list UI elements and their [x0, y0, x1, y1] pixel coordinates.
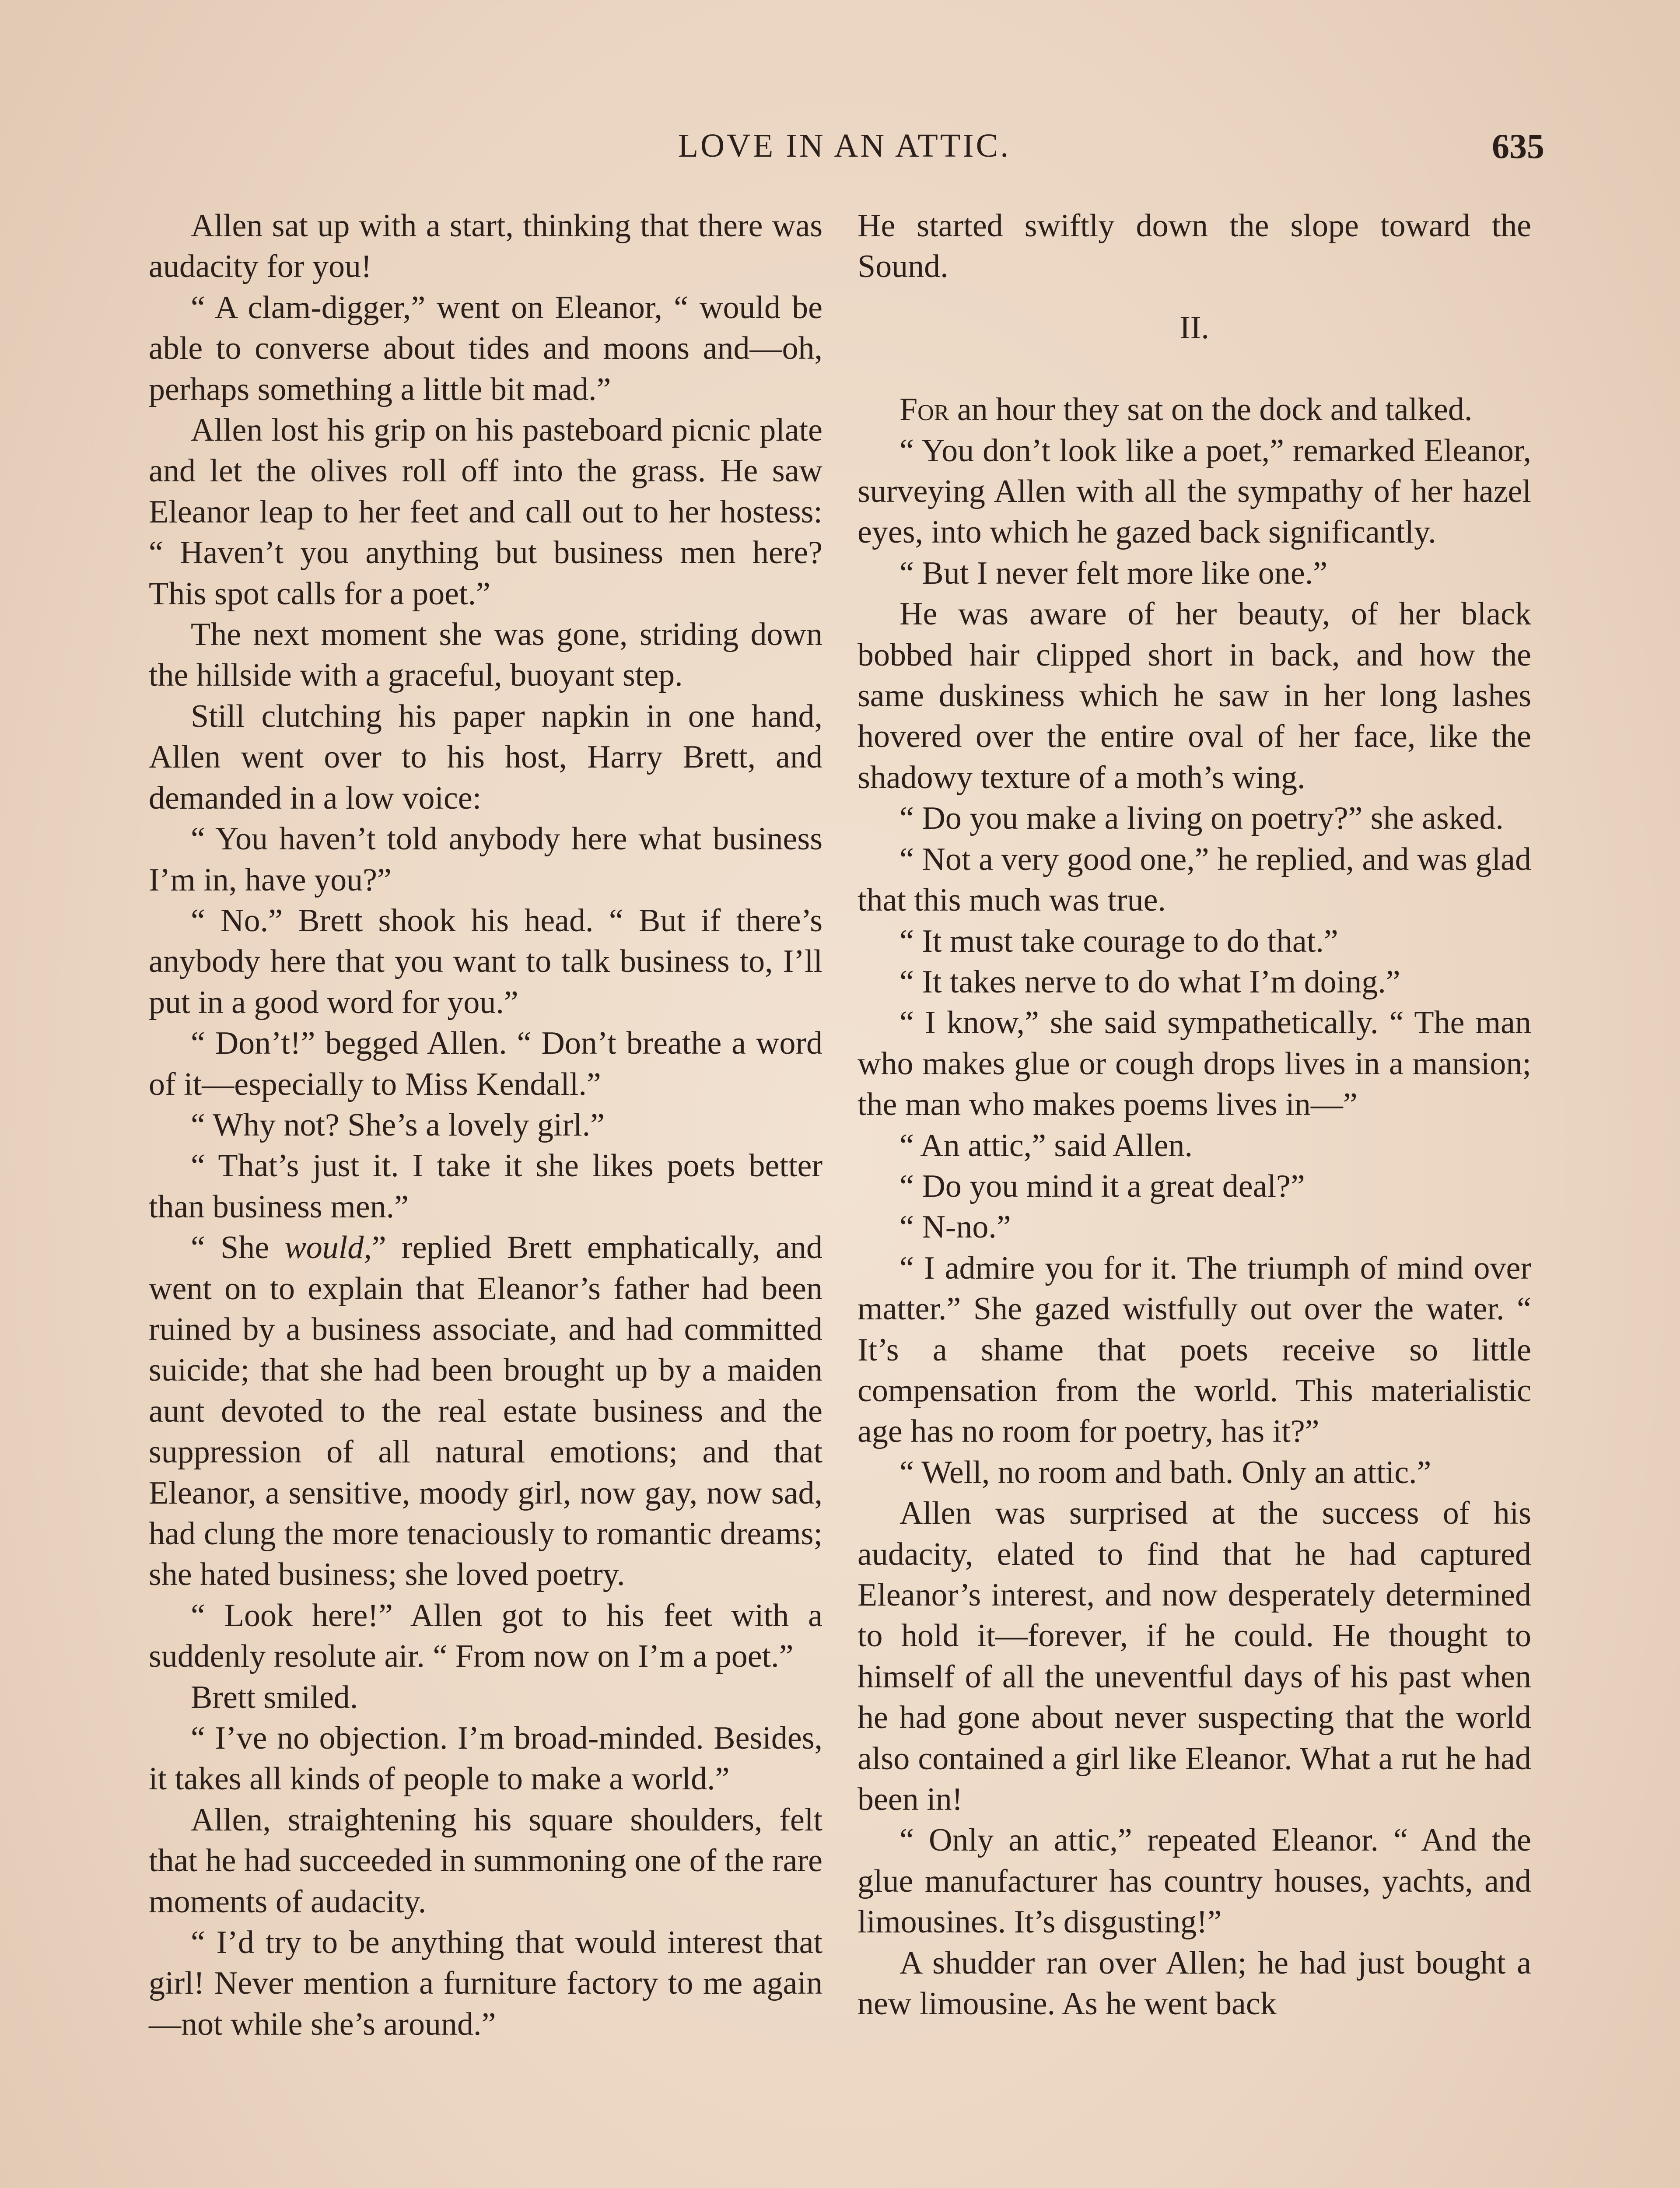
paragraph: “ Only an attic,” repeated Eleanor. “ And the glue manufacturer has country houses, yachts, and limousines. It’s disgusting!”	[858, 1822, 1531, 1940]
paragraph	[858, 389, 1531, 430]
paragraph: “ It takes nerve to do what I’m doing.”	[900, 964, 1400, 1000]
paragraph: Brett smiled.	[191, 1679, 358, 1715]
paragraph: “ Look here!” Allen got to his feet with a suddenly resolute air. “ From now on I’m a poet.”	[149, 1597, 822, 1675]
paragraph: “ It must take courage to do that.”	[900, 923, 1338, 959]
paragraph: The next moment she was gone, striding down the hillside with a graceful, buoyant step.	[149, 617, 822, 694]
paragraph: Still clutching his paper napkin in one hand, Allen went over to his host, Harry Brett, and demanded in a low voice:	[149, 698, 822, 816]
paragraph: “ But I never felt more like one.”	[900, 555, 1328, 591]
text-run: an hour they sat on the dock and talked.	[949, 392, 1473, 428]
paragraph: “ I know,” she said sympathetically. “ The man who makes glue or cough drops lives in a mansion; the man who makes poems lives in—”	[858, 1005, 1531, 1123]
paragraph	[149, 1227, 822, 1595]
paragraph: “ Don’t!” begged Allen. “ Don’t breathe a word of it—especially to Miss Kendall.”	[149, 1025, 822, 1102]
paragraph: Allen sat up with a start, thinking that there was audacity for you!	[149, 208, 822, 285]
paragraph: “ Why not? She’s a lovely girl.”	[191, 1107, 605, 1143]
paragraph: “ Do you make a living on poetry?” she asked.	[900, 800, 1504, 837]
text-run: “ She	[191, 1230, 285, 1266]
running-title: LOVE IN AN ATTIC.	[678, 127, 1011, 164]
paragraph: Allen was surprised at the success of his audacity, elated to find that he had captured Eleanor’s interest, and now desperately determined to hold it—forever, if he could. He thought to himself of all the uneventful days of his past when he had gone about never suspecting that the world also contained a girl like Eleanor. What a rut he had been in!	[858, 1495, 1531, 1818]
paragraph: “ You don’t look like a poet,” remarked Eleanor, surveying Allen with all the sympathy of her hazel eyes, into which he gazed back significantly.	[858, 432, 1531, 551]
paragraph: A shudder ran over Allen; he had just bought a new limousine. As he went back	[858, 1945, 1531, 2022]
paragraph: Allen, straightening his square shoulders, felt that he had succeeded in summoning one of the rare moments of audacity.	[149, 1802, 822, 1920]
paragraph: “ An attic,” said Allen.	[900, 1127, 1193, 1164]
text-run: ” replied Brett emphatically, and went on to explain that Eleanor’s father had been ruined by a business associate, and had committed suicide; that she had been brought up by a maiden aunt devoted to the real estate business and the suppression of all natural emotions; and that Eleanor, a sensitive, moody girl, now gay, now sad, had clung the more tenaciously to romantic dreams; she hated business; she loved poetry.	[149, 1230, 822, 1593]
small-caps-lead: For	[900, 392, 949, 428]
paragraph: “ You haven’t told anybody here what business I’m in, have you?”	[149, 821, 822, 898]
paragraph: “ I admire you for it. The triumph of mind over matter.” She gazed wistfully out over the water. “ It’s a shame that poets receive so little compensation from the world. This materialistic age has no room for poetry, has it?”	[858, 1250, 1531, 1450]
left-column	[149, 206, 822, 2045]
paragraph: “ Not a very good one,” he replied, and was glad that this much was true.	[858, 841, 1531, 919]
emphasized-word: would,	[284, 1230, 372, 1266]
page-number: 635	[1492, 127, 1544, 166]
paragraph: “ N-no.”	[900, 1209, 1011, 1245]
section-heading: II.	[1180, 309, 1209, 346]
page-header	[144, 127, 1544, 175]
paragraph-continuation: He started swiftly down the slope toward the Sound.	[858, 208, 1531, 285]
paragraph: He was aware of her beauty, of her black bobbed hair clipped short in back, and how the same duskiness which he saw in her long lashes hovered over the entire oval of her face, like the shadowy texture of a moth’s wing.	[858, 596, 1531, 796]
paragraph: “ A clam-digger,” went on Eleanor, “ would be able to converse about tides and moons and—oh, perhaps something a little bit mad.”	[149, 289, 822, 407]
paragraph: “ I’d try to be anything that would interest that girl! Never mention a furniture factory to me again—not while she’s around.”	[149, 1925, 822, 2042]
paragraph: “ No.” Brett shook his head. “ But if there’s anybody here that you want to talk business to, I’ll put in a good word for you.”	[149, 902, 822, 1020]
paragraph: “ I’ve no objection. I’m broad-minded. Besides, it takes all kinds of people to make a world.”	[149, 1720, 822, 1797]
right-column	[858, 206, 1531, 2024]
paragraph: “ Well, no room and bath. Only an attic.”	[900, 1454, 1432, 1490]
paragraph: “ That’s just it. I take it she likes poets better than business men.”	[149, 1148, 822, 1225]
paragraph: Allen lost his grip on his pasteboard picnic plate and let the olives roll off into the grass. He saw Eleanor leap to her feet and call out to her hostess: “ Haven’t you anything but business men here? This spot calls for a poet.”	[149, 412, 822, 612]
paragraph: “ Do you mind it a great deal?”	[900, 1168, 1305, 1204]
